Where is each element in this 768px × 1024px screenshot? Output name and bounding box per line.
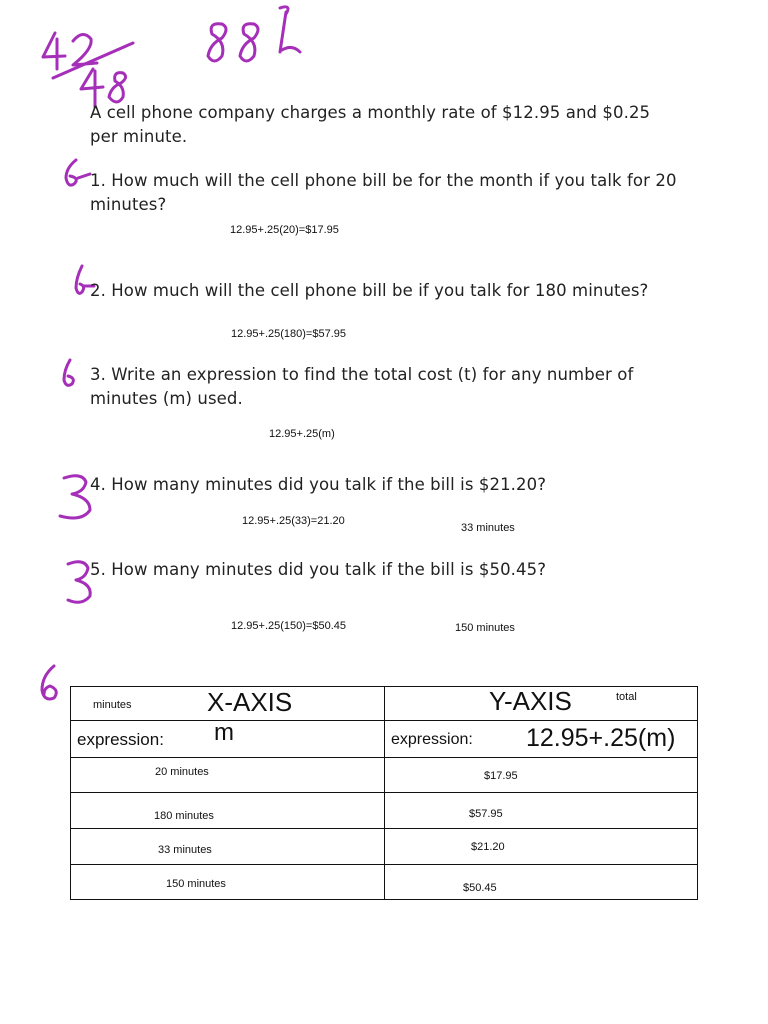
table-cell-x [71,829,385,865]
y-expression-label: expression: [391,731,473,748]
mark-q1 [60,158,94,192]
question-4: 4. How many minutes did you talk if the bill is $21.20? [90,475,547,494]
row-3-y: $21.20 [471,841,505,853]
x-axis-note: minutes [93,699,132,711]
x-axis-header-cell [71,687,385,721]
table-row [71,865,698,900]
xy-table [70,686,698,900]
table-row [71,758,698,793]
table-cell-x [71,865,385,900]
row-4-x: 150 minutes [166,878,226,890]
problem-intro: A cell phone company charges a monthly rate of $12.95 and $0.25 per minute. [90,103,651,146]
x-axis-header: X-AXIS [207,687,293,717]
y-expression: 12.95+.25(m) [526,724,676,752]
table-row [71,793,698,829]
y-axis-header: Y-AXIS [489,686,572,716]
table-row [71,829,698,865]
question-2-work: 12.95+.25(180)=$57.95 [231,328,346,340]
question-3-work: 12.95+.25(m) [269,428,335,440]
question-5: 5. How many minutes did you talk if the bill is $50.45? [90,560,547,579]
x-expression-label: expression: [77,730,164,749]
y-expression-cell [385,721,698,758]
x-expression: m [214,719,234,746]
question-1: 1. How much will the cell phone bill be for the month if you talk for 20 minutes? [90,171,677,214]
question-3: 3. Write an expression to find the total cost (t) for any number of minutes (m) used. [90,365,634,408]
question-4-work: 12.95+.25(33)=21.20 [242,515,345,527]
mark-table [36,664,72,704]
table-cell-x [71,758,385,793]
row-3-x: 33 minutes [158,844,212,856]
question-5-answer: 150 minutes [455,622,515,634]
row-1-y: $17.95 [484,770,518,782]
question-4-answer: 33 minutes [461,522,515,534]
mark-q3 [58,358,88,392]
table-header-row [71,687,698,721]
table-cell-y [385,829,698,865]
table-cell-x [71,793,385,829]
row-2-x: 180 minutes [154,810,214,822]
question-1-work: 12.95+.25(20)=$17.95 [230,224,339,236]
score-fraction-handwriting [35,25,145,110]
table-cell-y [385,758,698,793]
table-cell-y [385,865,698,900]
x-expression-cell [71,721,385,758]
y-axis-header-cell [385,687,698,721]
y-axis-note: total [616,691,637,703]
question-5-work: 12.95+.25(150)=$50.45 [231,620,346,632]
row-4-y: $50.45 [463,882,497,894]
table-cell-y [385,793,698,829]
row-2-y: $57.95 [469,808,503,820]
table-expression-row [71,721,698,758]
question-2: 2. How much will the cell phone bill be if you talk for 180 minutes? [90,281,649,300]
score-percent-handwriting [200,2,315,72]
row-1-x: 20 minutes [155,766,209,778]
